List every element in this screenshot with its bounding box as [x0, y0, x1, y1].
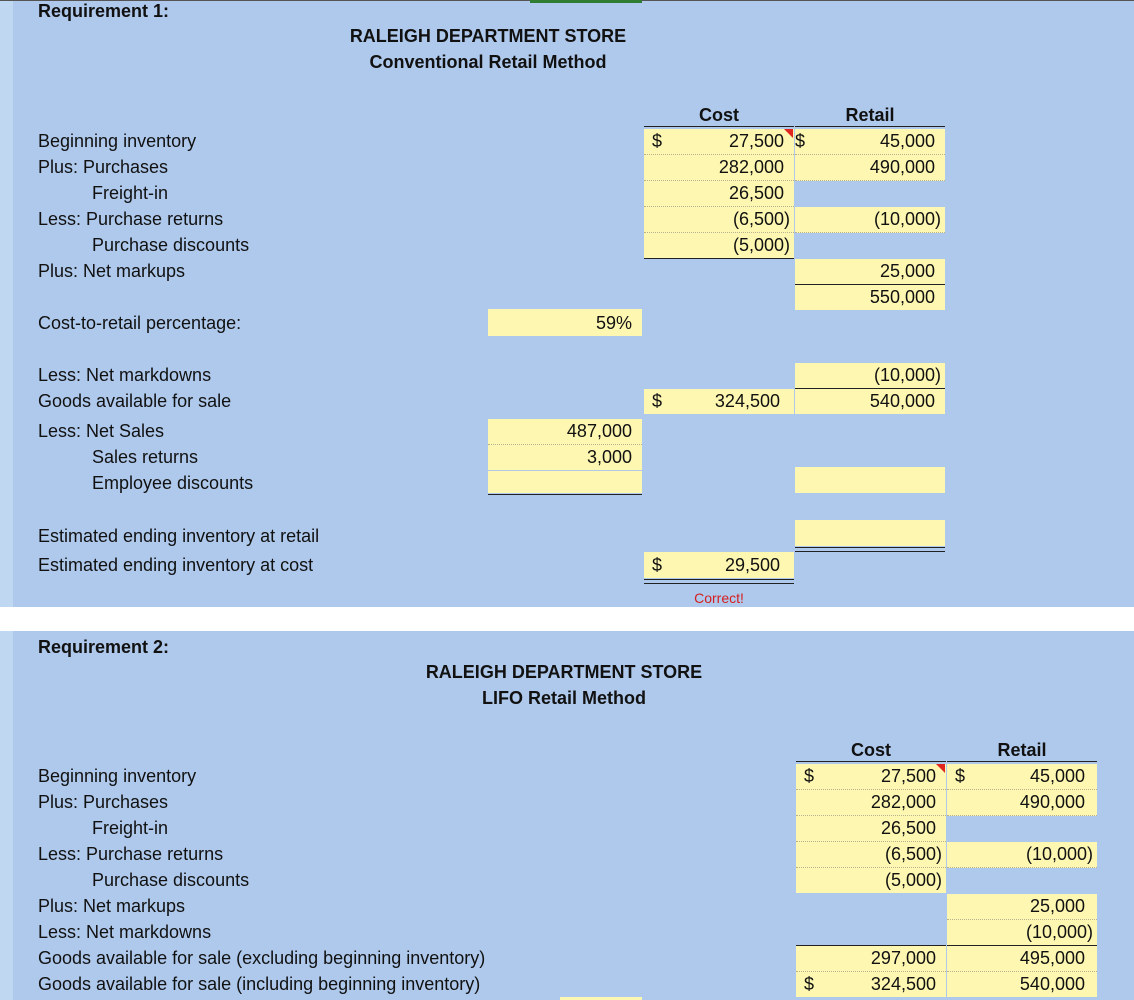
retail-net-markdowns-value: (10,000): [1025, 922, 1093, 942]
label-cost-to-retail: Cost-to-retail percentage:: [38, 313, 242, 333]
cost-beginning-inventory-value: 27,500: [728, 131, 784, 151]
retail-purchase-returns-value: (10,000): [873, 209, 941, 229]
dollar-sign: $: [795, 131, 806, 151]
retail-purchase-returns-cell[interactable]: [947, 842, 1097, 868]
dollar-sign: $: [804, 766, 815, 786]
label-net-markups: Plus: Net markups: [38, 896, 186, 916]
requirement-2-heading: Requirement 2:: [38, 637, 170, 657]
cost-goods-available-cell[interactable]: [644, 389, 794, 414]
retail-net-markdowns-cell[interactable]: [795, 363, 945, 388]
cost-purchases-cell[interactable]: [644, 155, 794, 181]
retail-beginning-inventory-cell[interactable]: [795, 129, 945, 155]
cost-to-retail-cell[interactable]: [488, 309, 642, 336]
cost-beginning-inventory-value: 27,500: [880, 766, 936, 786]
cost-freight-in-value: 26,500: [880, 818, 936, 838]
label-goods-available: Goods available for sale: [38, 391, 232, 411]
cost-purchases-value: 282,000: [870, 792, 936, 812]
cost-purchase-returns-cell[interactable]: [644, 207, 794, 233]
row-header-stripe: [0, 631, 13, 1000]
cost-ending-inventory-value: 29,500: [724, 555, 780, 575]
row-header-stripe: [0, 0, 13, 607]
cost-purchase-returns-cell[interactable]: [796, 842, 946, 868]
cost-goods-excluding-value: 297,000: [870, 948, 936, 968]
comment-indicator: [936, 764, 945, 773]
label-ending-inventory-cost: Estimated ending inventory at cost: [38, 555, 314, 575]
sales-returns-cell[interactable]: [488, 445, 642, 470]
sales-underline: [488, 494, 642, 495]
cost-goods-excluding-cell[interactable]: [796, 946, 946, 972]
label-freight-in: Freight-in: [92, 183, 169, 203]
method-title: Conventional Retail Method: [369, 52, 607, 72]
retail-sales-deduction-cell[interactable]: [795, 467, 945, 493]
label-purchase-discounts: Purchase discounts: [92, 870, 250, 890]
cost-header-underline: [644, 126, 794, 127]
cost-purchase-discounts-cell[interactable]: [644, 233, 794, 258]
retail-header-underline: [947, 761, 1097, 762]
retail-goods-available-value: 540,000: [869, 391, 935, 411]
comment-indicator: [784, 129, 793, 138]
retail-column-header: Retail: [997, 740, 1047, 760]
label-purchase-returns: Less: Purchase returns: [38, 844, 224, 864]
retail-header-underline: [795, 126, 945, 127]
retail-net-markdowns-value: (10,000): [873, 365, 941, 385]
retail-goods-excluding-cell[interactable]: [947, 946, 1097, 972]
dollar-sign: $: [804, 974, 815, 994]
active-cell-indicator: [530, 0, 642, 3]
label-net-markdowns: Less: Net markdowns: [38, 365, 212, 385]
retail-goods-available-cell[interactable]: [795, 389, 945, 414]
label-purchase-discounts: Purchase discounts: [92, 235, 250, 255]
retail-purchases-value: 490,000: [869, 157, 935, 177]
retail-net-markups-cell[interactable]: [795, 259, 945, 284]
cost-purchase-returns-value: (6,500): [732, 209, 790, 229]
label-purchase-returns: Less: Purchase returns: [38, 209, 224, 229]
cost-ending-double-underline: [644, 579, 794, 584]
cost-freight-in-value: 26,500: [728, 183, 784, 203]
dollar-sign: $: [652, 391, 663, 411]
cost-ending-inventory-cell[interactable]: [644, 552, 794, 578]
retail-purchases-cell[interactable]: [947, 790, 1097, 816]
cost-goods-available-value: 324,500: [714, 391, 780, 411]
dollar-sign: $: [652, 555, 663, 575]
dollar-sign: $: [652, 131, 663, 151]
retail-purchases-cell[interactable]: [795, 155, 945, 181]
retail-net-markups-cell[interactable]: [947, 894, 1097, 920]
cost-purchase-discounts-value: (5,000): [884, 870, 942, 890]
cost-subtotal-underline: [644, 258, 794, 259]
method-title: LIFO Retail Method: [482, 688, 646, 708]
label-net-markdowns: Less: Net markdowns: [38, 922, 212, 942]
label-freight-in: Freight-in: [92, 818, 169, 838]
cost-purchase-returns-value: (6,500): [884, 844, 942, 864]
cost-column-header: Cost: [851, 740, 891, 760]
cost-column-header: Cost: [699, 105, 739, 125]
label-purchases: Plus: Purchases: [38, 792, 169, 812]
cost-goods-including-cell[interactable]: [796, 972, 946, 997]
cost-beginning-inventory-cell[interactable]: [644, 129, 794, 155]
retail-net-markups-value: 25,000: [1029, 896, 1085, 916]
cost-purchases-cell[interactable]: [796, 790, 946, 816]
cost-freight-in-cell[interactable]: [796, 816, 946, 842]
retail-subtotal-cell[interactable]: [795, 285, 945, 310]
label-employee-discounts: Employee discounts: [92, 473, 254, 493]
company-title: RALEIGH DEPARTMENT STORE: [425, 662, 703, 682]
label-goods-excluding-beginning: Goods available for sale (excluding beginning inventory): [38, 948, 486, 968]
retail-net-markups-value: 25,000: [879, 261, 935, 281]
cost-goods-including-value: 324,500: [870, 974, 936, 994]
retail-purchase-returns-value: (10,000): [1025, 844, 1093, 864]
dollar-sign: $: [955, 766, 966, 786]
retail-beginning-inventory-cell[interactable]: [947, 764, 1097, 790]
cost-purchases-value: 282,000: [718, 157, 784, 177]
cost-header-underline: [796, 761, 946, 762]
cost-purchase-discounts-value: (5,000): [732, 235, 790, 255]
label-beginning-inventory: Beginning inventory: [38, 766, 197, 786]
requirement-2-panel: [0, 631, 1134, 1000]
cost-freight-in-cell[interactable]: [644, 181, 794, 207]
retail-subtotal-value: 550,000: [869, 287, 935, 307]
cost-to-retail-value: 59%: [595, 313, 632, 333]
retail-net-markdowns-cell[interactable]: [947, 920, 1097, 945]
requirement-1-heading: Requirement 1:: [38, 1, 170, 21]
retail-column-header: Retail: [845, 105, 895, 125]
sales-returns-value: 3,000: [586, 447, 632, 467]
label-ending-inventory-retail: Estimated ending inventory at retail: [38, 526, 320, 546]
label-sales-returns: Sales returns: [92, 447, 199, 467]
label-goods-including-beginning: Goods available for sale (including beginning inventory): [38, 974, 481, 994]
cost-beginning-inventory-cell[interactable]: [796, 764, 946, 790]
retail-purchase-returns-cell[interactable]: [795, 207, 945, 233]
correct-status: Correct!: [694, 590, 744, 606]
retail-beginning-inventory-value: 45,000: [1029, 766, 1085, 786]
label-beginning-inventory: Beginning inventory: [38, 131, 197, 151]
retail-purchases-value: 490,000: [1019, 792, 1085, 812]
label-net-markups: Plus: Net markups: [38, 261, 186, 281]
retail-ending-double-underline: [795, 547, 945, 552]
employee-discounts-cell[interactable]: [488, 471, 642, 493]
net-sales-cell[interactable]: [488, 419, 642, 445]
retail-ending-inventory-cell[interactable]: [795, 520, 945, 546]
net-sales-value: 487,000: [566, 421, 632, 441]
retail-beginning-inventory-value: 45,000: [879, 131, 935, 151]
label-net-sales: Less: Net Sales: [38, 421, 165, 441]
company-title: RALEIGH DEPARTMENT STORE: [349, 26, 627, 46]
retail-goods-excluding-value: 495,000: [1019, 948, 1085, 968]
retail-goods-including-value: 540,000: [1019, 974, 1085, 994]
label-purchases: Plus: Purchases: [38, 157, 169, 177]
cost-purchase-discounts-cell[interactable]: [796, 868, 946, 893]
retail-goods-including-cell[interactable]: [947, 972, 1097, 997]
